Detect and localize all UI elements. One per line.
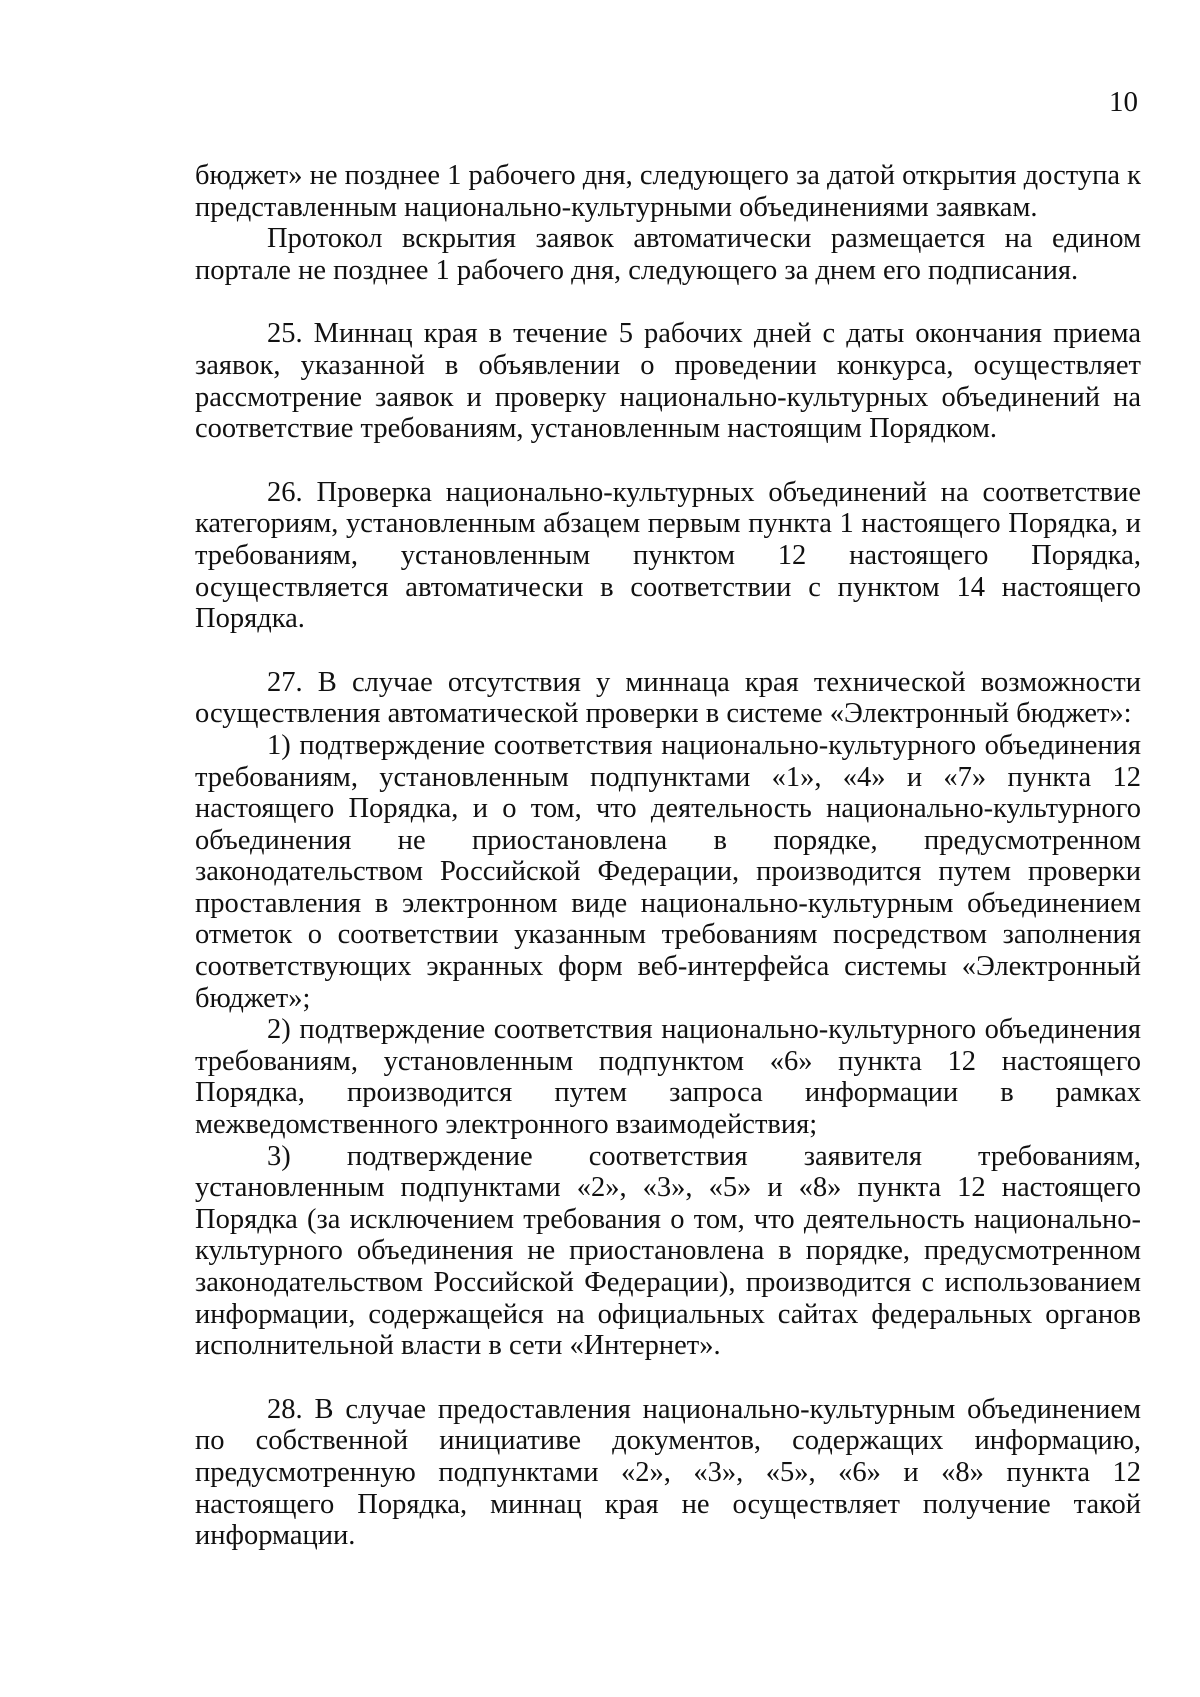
paragraph-continuation: бюджет» не позднее 1 рабочего дня, следующего за датой открытия доступа к представленным национально-культурными объединениями заявкам.: [195, 160, 1141, 223]
paragraph-item-27: 27. В случае отсутствия у миннаца края технической возможности осуществления автоматической проверки в системе «Электронный бюджет»:: [195, 666, 1141, 730]
paragraph-item-26: 26. Проверка национально-культурных объединений на соответствие категориям, установленным абзацем первым пункта 1 настоящего Порядка, и требованиям, установленным пунктом 12 настоящего Порядка, осуществляется автоматически в соответствии с пунктом 14 настоящего Порядка.: [195, 476, 1141, 635]
paragraph-item-27-sub-3: 3) подтверждение соответствия заявителя требованиям, установленным подпунктами «2», «3», «5» и «8» пункта 12 настоящего Порядка (за исключением требования о том, что деятельность национально-культурного объединения не приостановлена в порядке, предусмотренном законодательством Российской Федерации), производится с использованием информации, содержащейся на официальных сайтах федеральных органов исполнительной власти в сети «Интернет».: [195, 1140, 1141, 1362]
paragraph-item-27-sub-2: 2) подтверждение соответствия национально-культурного объединения требованиям, установленным подпунктом «6» пункта 12 настоящего Порядка, производится путем запроса информации в рамках межведомственного электронного взаимодействия;: [195, 1014, 1141, 1141]
paragraph-item-28: 28. В случае предоставления национально-культурным объединением по собственной инициативе документов, содержащих информацию, предусмотренную подпунктами «2», «3», «5», «6» и «8» пункта 12 настоящего Порядка, миннац края не осуществляет получение такой информации.: [195, 1393, 1141, 1552]
document-body: [195, 160, 1141, 1552]
paragraph-protocol: Протокол вскрытия заявок автоматически размещается на едином портале не позднее 1 рабочего дня, следующего за днем его подписания.: [195, 223, 1141, 286]
paragraph-item-27-sub-1: 1) подтверждение соответствия национально-культурного объединения требованиям, установленным подпунктами «1», «4» и «7» пункта 12 настоящего Порядка, и о том, что деятельность национально-культурного объединения не приостановлена в порядке, предусмотренном законодательством Российской Федерации, производится путем проверки проставления в электронном виде национально-культурным объединением отметок о соответствии указанным требованиям посредством заполнения соответствующих экранных форм веб-интерфейса системы «Электронный бюджет»;: [195, 729, 1141, 1014]
paragraph-item-25: 25. Миннац края в течение 5 рабочих дней с даты окончания приема заявок, указанной в объявлении о проведении конкурса, осуществляет рассмотрение заявок и проверку национально-культурных объединений на соответствие требованиям, установленным настоящим Порядком.: [195, 318, 1141, 445]
page-number: 10: [1109, 86, 1138, 118]
